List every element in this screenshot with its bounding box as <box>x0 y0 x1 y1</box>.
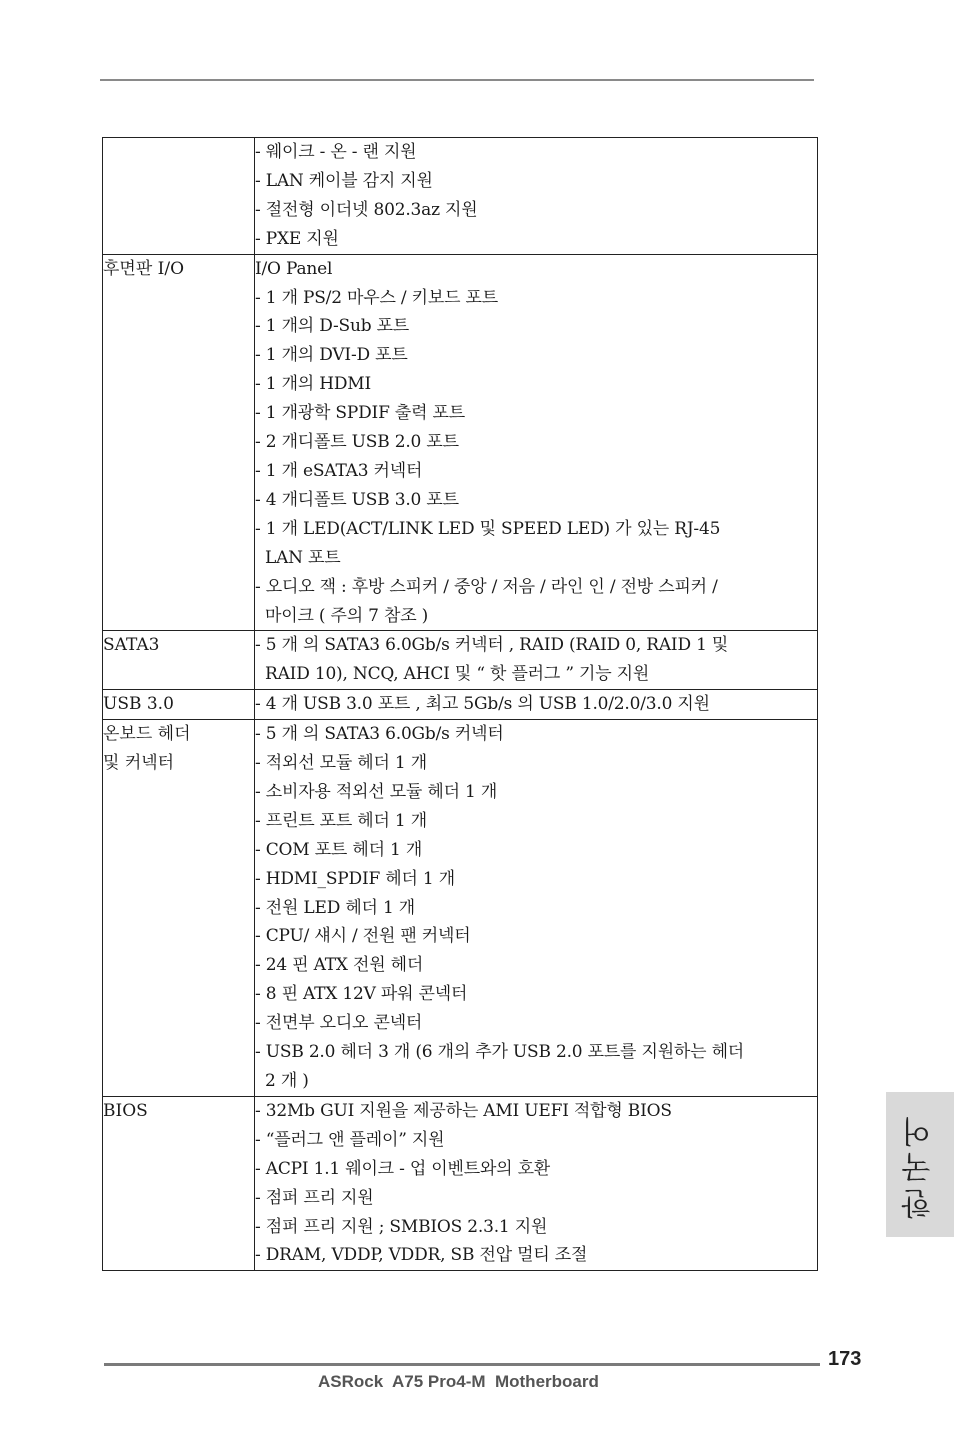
row-content <box>255 720 818 1097</box>
row-label: 온보드 헤더 및 커넥터 <box>103 720 255 1097</box>
spec-line: - 4 개디폴트 USB 3.0 포트 <box>255 489 459 510</box>
spec-line: - 적외선 모듈 헤더 1 개 <box>255 753 427 774</box>
spec-line: - HDMI_SPDIF 헤더 1 개 <box>255 868 455 889</box>
table-row <box>103 254 818 631</box>
table-row <box>103 631 818 690</box>
row-label: 후면판 I/O <box>103 254 255 631</box>
spec-line: RAID 10), NCQ, AHCI 및 “ 핫 플러그 ” 기능 지원 <box>265 664 650 685</box>
spec-line: - 4 개 USB 3.0 포트 , 최고 5Gb/s 의 USB 1.0/2.0/3.0 지원 <box>255 694 710 715</box>
spec-line: 마이크 ( 주의 7 참조 ) <box>265 605 429 626</box>
spec-line: - 1 개 eSATA3 커넥터 <box>255 460 423 481</box>
table-row <box>103 1096 818 1270</box>
spec-line: - ACPI 1.1 웨이크 - 업 이벤트와의 호환 <box>255 1158 551 1179</box>
spec-line: - 2 개디폴트 USB 2.0 포트 <box>255 432 459 453</box>
spec-line: - 웨이크 - 온 - 랜 지원 <box>255 142 417 162</box>
row-content <box>255 138 818 255</box>
spec-line: - 5 개 의 SATA3 6.0Gb/s 커넥터 , RAID (RAID 0, RAID 1 및 <box>255 635 729 656</box>
footer-title: ASRock A75 Pro4-M Motherboard <box>318 1372 599 1391</box>
spec-line: LAN 포트 <box>265 547 341 568</box>
spec-line: - 1 개 PS/2 마우스 / 키보드 포트 <box>255 287 498 308</box>
table-row <box>103 138 818 255</box>
spec-line: - 프린트 포트 헤더 1 개 <box>255 810 427 831</box>
footer-rule <box>104 1363 820 1366</box>
spec-line: - “플러그 앤 플레이” 지원 <box>255 1129 445 1150</box>
row-content <box>255 631 818 690</box>
spec-line: - CPU/ 섀시 / 전원 팬 커넥터 <box>255 926 471 947</box>
spec-line: - 소비자용 적외선 모듈 헤더 1 개 <box>255 781 498 802</box>
spec-line: - 32Mb GUI 지원을 제공하는 AMI UEFI 적합형 BIOS <box>255 1100 672 1121</box>
spec-line: - 5 개 의 SATA3 6.0Gb/s 커넥터 <box>255 724 504 745</box>
spec-line: - USB 2.0 헤더 3 개 (6 개의 추가 USB 2.0 포트를 지원하는 헤더 <box>255 1042 745 1063</box>
row-label: BIOS <box>103 1096 255 1270</box>
row-content <box>255 1096 818 1270</box>
top-rule <box>100 79 814 81</box>
spec-line: - 1 개의 HDMI <box>255 374 371 395</box>
spec-line: - LAN 케이블 감지 지원 <box>255 170 433 191</box>
spec-line: - 1 개의 D-Sub 포트 <box>255 316 410 337</box>
spec-line: - 절전형 이더넷 802.3az 지원 <box>255 199 478 220</box>
table-row <box>103 720 818 1097</box>
language-tab-label: 한국어 <box>902 1110 937 1219</box>
row-content <box>255 254 818 631</box>
spec-line: - 점퍼 프리 지원 ; SMBIOS 2.3.1 지원 <box>255 1216 548 1237</box>
spec-line: - 전원 LED 헤더 1 개 <box>255 897 416 918</box>
language-tab <box>886 1092 954 1237</box>
row-label <box>103 138 255 255</box>
spec-line: - DRAM, VDDP, VDDR, SB 전압 멀티 조절 <box>255 1245 588 1266</box>
table-row <box>103 690 818 720</box>
spec-line: - 전면부 오디오 콘넥터 <box>255 1013 423 1034</box>
spec-line: - 1 개의 DVI-D 포트 <box>255 345 408 366</box>
spec-line: - 8 핀 ATX 12V 파워 콘넥터 <box>255 984 468 1005</box>
spec-table <box>102 137 818 1271</box>
row-label: SATA3 <box>103 631 255 690</box>
spec-line: I/O Panel <box>255 258 333 279</box>
spec-line: 2 개 ) <box>265 1071 309 1091</box>
spec-line: - 1 개광학 SPDIF 출력 포트 <box>255 403 465 424</box>
page-number: 173 <box>828 1348 862 1370</box>
spec-line: - 1 개 LED(ACT/LINK LED 및 SPEED LED) 가 있는 RJ-45 <box>255 518 721 539</box>
row-label: USB 3.0 <box>103 690 255 720</box>
spec-line: - PXE 지원 <box>255 228 339 249</box>
spec-line: - 오디오 잭 : 후방 스피커 / 중앙 / 저음 / 라인 인 / 전방 스피커 / <box>255 576 718 597</box>
spec-line: - 24 핀 ATX 전원 헤더 <box>255 955 424 976</box>
spec-line: - COM 포트 헤더 1 개 <box>255 839 423 860</box>
row-content <box>255 690 818 720</box>
spec-line: - 점퍼 프리 지원 <box>255 1187 374 1208</box>
